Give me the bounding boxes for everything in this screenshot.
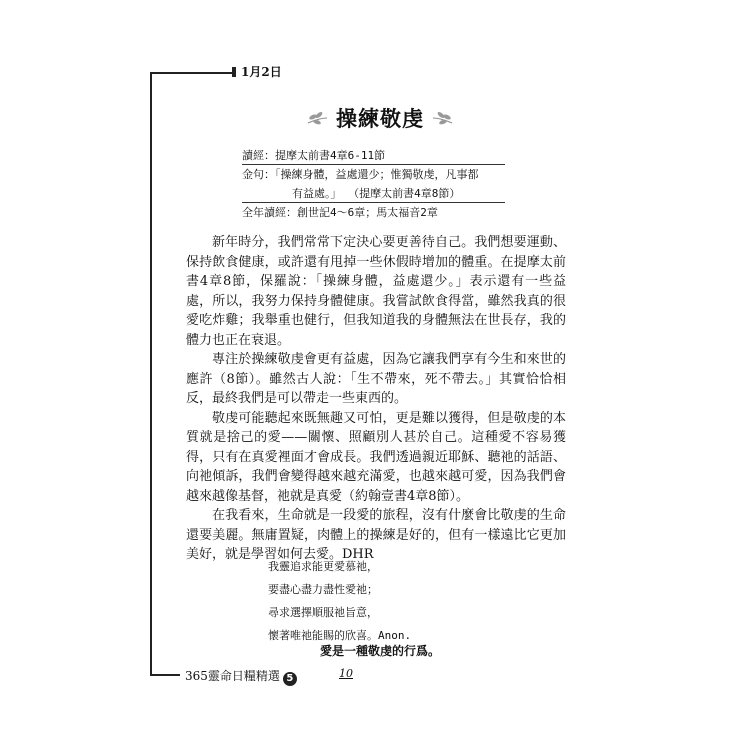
golden-verse-line-1: 金句：「操練身體，益處還少；惟獨敬虔，凡事都: [242, 168, 479, 181]
poem: [268, 555, 411, 647]
closing-thought: 愛是一種敬虔的行爲。: [320, 644, 441, 658]
poem-line: 懷著唯祂能賜的欣喜。Anon.: [268, 629, 412, 642]
poem-line: 尋求選擇順服祂旨意，: [268, 606, 378, 619]
devotional-body: [186, 233, 566, 565]
poem-line: 要盡心盡力盡性愛祂；: [268, 583, 378, 596]
date-marker: [232, 67, 236, 77]
title-block: [300, 103, 460, 133]
annual-reading: 全年讀經：創世記4～6章；馬太福音2章: [242, 206, 438, 219]
frame-bottom-rule: [150, 674, 180, 676]
body-paragraph: 專注於操練敬虔會更有益處，因為它讓我們享有今生和來世的應許（8節）。雖然古人說：「生不帶來，死不帶去。」其實恰恰相反，最終我們是可以帶走一些東西的。: [186, 352, 566, 406]
frame-top-rule: [150, 72, 232, 74]
golden-verse-line-2: 有益處。」 （提摩太前書4章8節）: [292, 187, 461, 200]
devotional-date: 1月2日: [241, 65, 282, 79]
separator-line: [242, 164, 505, 165]
book-title: [185, 667, 297, 686]
book-title-text: 365靈命日糧精選: [185, 669, 280, 683]
reading-reference: 讀經：提摩太前書4章6-11節: [242, 149, 386, 162]
leaf-ornament-left-icon: [306, 111, 328, 125]
scripture-references: [242, 146, 479, 222]
page-number: 10: [339, 667, 353, 680]
body-paragraph: 敬虔可能聽起來既無趣又可怕，更是難以獲得，但是敬虔的本質就是捨己的愛——關懷、照顧別人甚於自己。這種愛不容易獲得，只有在真愛裡面才會成長。我們透過親近耶穌、聽祂的話語、向祂傾訴，我們會變得越來越充滿愛，也越來越可愛，因為我們會越來越像基督，祂就是真愛（約翰壹書4章8節）。: [186, 410, 566, 504]
frame-left-rule: [150, 72, 152, 674]
volume-badge: 5: [283, 672, 297, 686]
poem-line: 我靈追求能更愛慕祂，: [268, 560, 378, 573]
page-title: 操練敬虔: [336, 106, 424, 131]
body-paragraph: 在我看來，生命就是一段愛的旅程，沒有什麼會比敬虔的生命還要美麗。無庸置疑，肉體上的操練是好的，但有一樣遠比它更加美好，就是學習如何去愛。DHR: [186, 508, 566, 562]
body-paragraph: 新年時分，我們常常下定決心要更善待自己。我們想要運動、保持飲食健康，或許還有甩掉一些休假時增加的體重。在提摩太前書4章8節，保羅說：「操練身體，益處還少。」表示還有一些益處，所以，我努力保持身體健康。我嘗試飲食得當，雖然我真的很愛吃炸雞；我舉重也健行，但我知道我的身體無法在世長存，我的體力也正在衰退。: [186, 235, 566, 348]
separator-line: [242, 202, 505, 203]
leaf-ornament-right-icon: [432, 111, 454, 125]
